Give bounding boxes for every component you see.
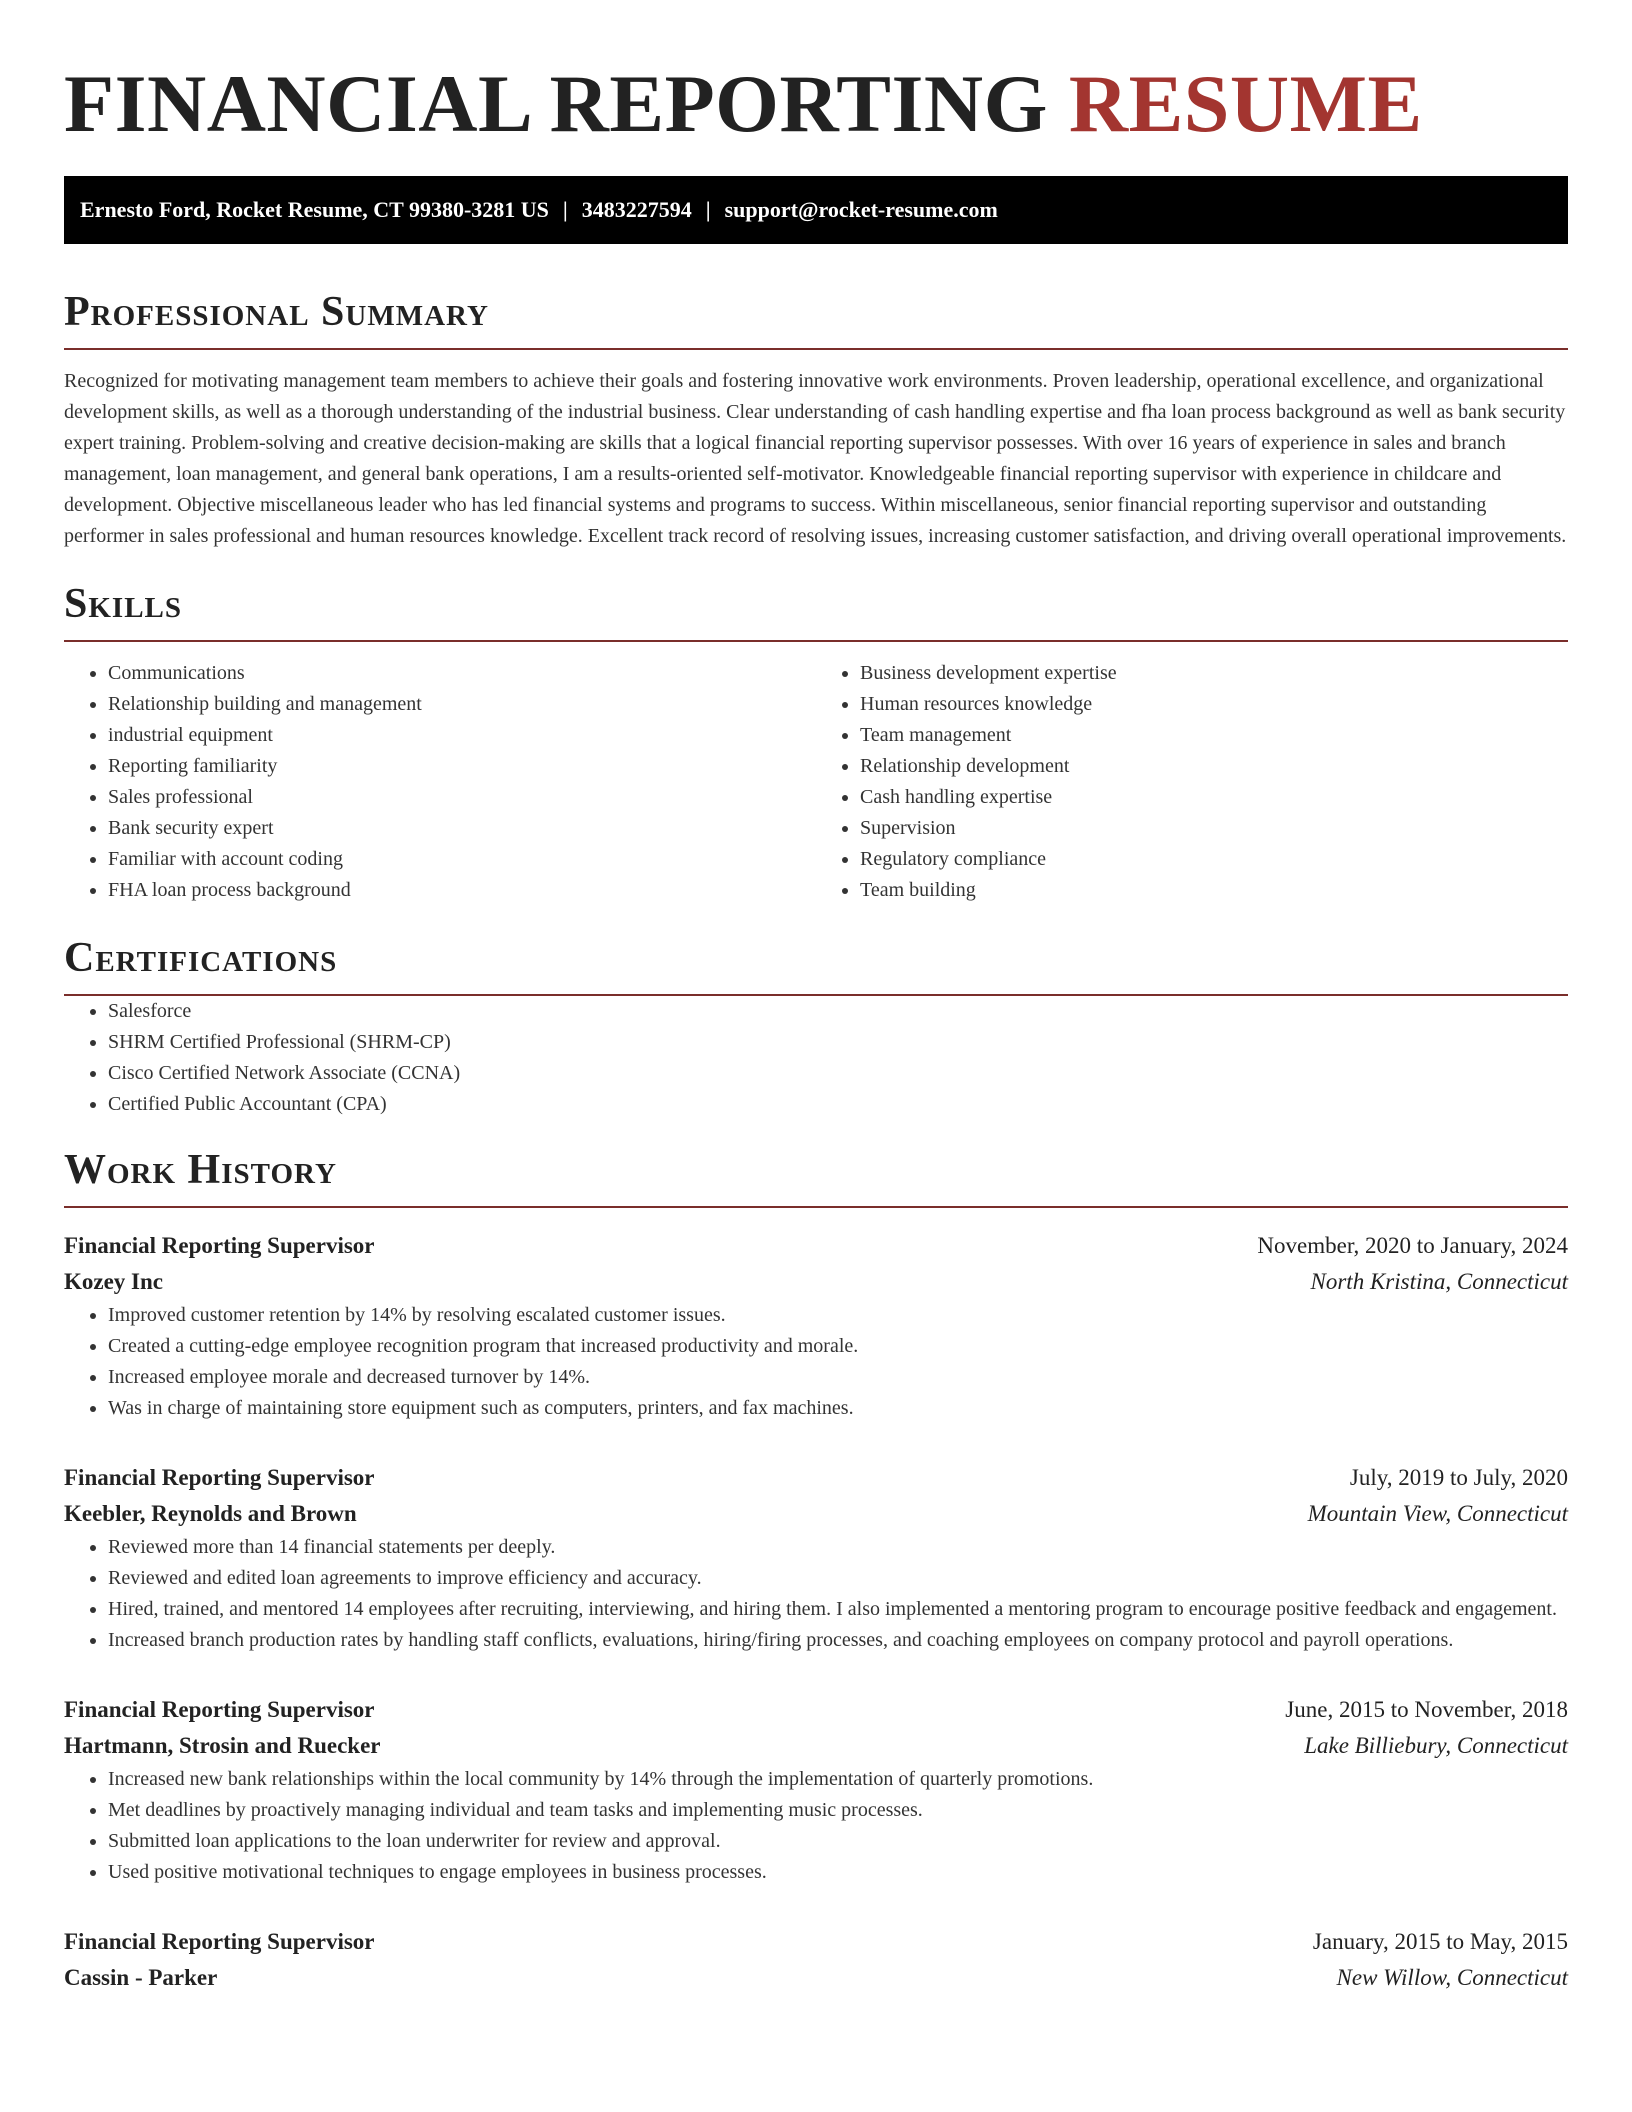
- job-company-row: [64, 1728, 1568, 1764]
- job-bullet: • Used positive motivational techniques to engage employees in business processes.: [108, 1857, 1568, 1888]
- job-dates: July, 2019 to July, 2020: [1349, 1465, 1568, 1490]
- skill-item: • FHA loan process background: [108, 875, 816, 906]
- contact-phone: 3483227594: [581, 197, 692, 222]
- skill-item: • Sales professional: [108, 782, 816, 813]
- job-location: North Kristina, Connecticut: [1310, 1269, 1568, 1294]
- skills-column-right: [816, 658, 1568, 906]
- job-location: Mountain View, Connecticut: [1307, 1501, 1568, 1526]
- skill-item: • Business development expertise: [860, 658, 1568, 689]
- summary-section: [64, 284, 1568, 552]
- skills-list-right: [816, 658, 1568, 906]
- skill-item: • Communications: [108, 658, 816, 689]
- skills-column-left: [64, 658, 816, 906]
- certification-item: • Salesforce: [108, 996, 1568, 1027]
- job-bullet: • Was in charge of maintaining store equipment such as computers, printers, and fax machines.: [108, 1393, 1568, 1424]
- skill-item: • Team building: [860, 875, 1568, 906]
- job-bullet: • Reviewed and edited loan agreements to improve efficiency and accuracy.: [108, 1563, 1568, 1594]
- job-bullets: [64, 1764, 1568, 1888]
- job-dates: November, 2020 to January, 2024: [1257, 1233, 1568, 1258]
- job-title: Financial Reporting Supervisor: [64, 1697, 375, 1722]
- certifications-section: [64, 930, 1568, 1120]
- summary-text: Recognized for motivating management team members to achieve their goals and fostering innovative work environments. Proven leadership, operational excellence, and organizational development skills, as well as a thorough understanding of the industrial business. Clear understanding of cash handling expertise and fha loan process background as well as bank security expert training. Problem-solving and creative decision-making are skills that a logical financial reporting supervisor possesses. With over 16 years of experience in sales and branch management, loan management, and general bank operations, I am a results-oriented self-motivator. Knowledgeable financial reporting supervisor with experience in childcare and development. Objective miscellaneous leader who has led financial systems and programs to success. Within miscellaneous, senior financial reporting supervisor and outstanding performer in sales professional and human resources knowledge. Excellent track record of resolving issues, increasing customer satisfaction, and driving overall operational improvements.: [64, 370, 1567, 547]
- skill-item: • Relationship development: [860, 751, 1568, 782]
- skill-item: • Relationship building and management: [108, 689, 816, 720]
- skill-item: • Supervision: [860, 813, 1568, 844]
- job-location: Lake Billiebury, Connecticut: [1304, 1733, 1568, 1758]
- contact-separator: |: [705, 197, 711, 222]
- certifications-heading: Certifications: [64, 930, 1568, 996]
- job-bullet: • Submitted loan applications to the loan underwriter for review and approval.: [108, 1826, 1568, 1857]
- job-entry: [64, 1460, 1568, 1656]
- job-bullet: • Reviewed more than 14 financial statements per deeply.: [108, 1532, 1568, 1563]
- job-title-row: [64, 1460, 1568, 1496]
- skill-item: • Reporting familiarity: [108, 751, 816, 782]
- job-title: Financial Reporting Supervisor: [64, 1233, 375, 1258]
- job-title: Financial Reporting Supervisor: [64, 1465, 375, 1490]
- contact-separator: |: [562, 197, 568, 222]
- contact-email[interactable]: support@rocket-resume.com: [724, 197, 998, 222]
- job-title-row: [64, 1228, 1568, 1264]
- job-title-row: [64, 1692, 1568, 1728]
- contact-bar: [64, 176, 1568, 244]
- job-entry: [64, 1228, 1568, 1424]
- work-history-section: [64, 1142, 1568, 1996]
- skill-item: • Human resources knowledge: [860, 689, 1568, 720]
- skill-item: • Regulatory compliance: [860, 844, 1568, 875]
- job-dates: June, 2015 to November, 2018: [1285, 1697, 1568, 1722]
- job-entry: [64, 1924, 1568, 1996]
- job-company: Kozey Inc: [64, 1269, 164, 1294]
- job-bullet: • Hired, trained, and mentored 14 employees after recruiting, interviewing, and hiring them. I also implemented a mentoring program to encourage positive feedback and engagement.: [108, 1594, 1568, 1625]
- skills-section: [64, 576, 1568, 906]
- resume-title: [64, 0, 1568, 152]
- certification-item: • Cisco Certified Network Associate (CCNA): [108, 1058, 1568, 1089]
- job-title: Financial Reporting Supervisor: [64, 1929, 375, 1954]
- job-bullet: • Increased employee morale and decreased turnover by 14%.: [108, 1362, 1568, 1393]
- job-bullet: • Increased new bank relationships within the local community by 14% through the implementation of quarterly promotions.: [108, 1764, 1568, 1795]
- title-accent: RESUME: [1068, 58, 1423, 149]
- work-history-heading: Work History: [64, 1142, 1568, 1208]
- skills-columns: [64, 658, 1568, 906]
- job-bullets: [64, 1532, 1568, 1656]
- skill-item: • Familiar with account coding: [108, 844, 816, 875]
- skill-item: • Cash handling expertise: [860, 782, 1568, 813]
- job-company: Cassin - Parker: [64, 1965, 218, 1990]
- job-company-row: [64, 1960, 1568, 1996]
- certification-item: • Certified Public Accountant (CPA): [108, 1089, 1568, 1120]
- job-location: New Willow, Connecticut: [1336, 1965, 1568, 1990]
- job-title-row: [64, 1924, 1568, 1960]
- job-company-row: [64, 1496, 1568, 1532]
- skill-item: • Bank security expert: [108, 813, 816, 844]
- skills-list-left: [64, 658, 816, 906]
- job-bullets: [64, 1300, 1568, 1424]
- certification-item: • SHRM Certified Professional (SHRM-CP): [108, 1027, 1568, 1058]
- certifications-list: [64, 996, 1568, 1120]
- job-bullet: • Created a cutting-edge employee recognition program that increased productivity and morale.: [108, 1331, 1568, 1362]
- job-bullet: • Increased branch production rates by handling staff conflicts, evaluations, hiring/firing processes, and coaching employees on company protocol and payroll operations.: [108, 1625, 1568, 1656]
- skills-heading: Skills: [64, 576, 1568, 642]
- skill-item: • industrial equipment: [108, 720, 816, 751]
- job-company: Hartmann, Strosin and Ruecker: [64, 1733, 381, 1758]
- job-entry: [64, 1692, 1568, 1888]
- job-company-row: [64, 1264, 1568, 1300]
- job-dates: January, 2015 to May, 2015: [1312, 1929, 1568, 1954]
- skill-item: • Team management: [860, 720, 1568, 751]
- title-main: FINANCIAL REPORTING: [64, 58, 1048, 149]
- job-company: Keebler, Reynolds and Brown: [64, 1501, 357, 1526]
- contact-address: Ernesto Ford, Rocket Resume, CT 99380-3281 US: [80, 197, 549, 222]
- summary-heading: Professional Summary: [64, 284, 1568, 350]
- job-bullet: • Improved customer retention by 14% by resolving escalated customer issues.: [108, 1300, 1568, 1331]
- job-bullet: • Met deadlines by proactively managing individual and team tasks and implementing music processes.: [108, 1795, 1568, 1826]
